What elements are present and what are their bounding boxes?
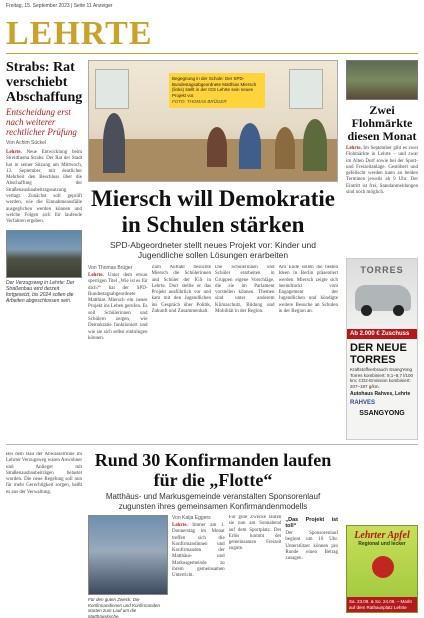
main-article-column: Am Ende sollen die besten Ideen in Berlin präsentiert werden. Miersch zeigte sich beeindruckt vom Engagement der Jugendlichen und kündigte weitere Besuche an Schulen in der Region an. [278,265,338,315]
second-article-place: Lehrte. [172,523,188,528]
left-article-continued [6,452,82,612]
apple-market-advertisement[interactable] [346,525,418,613]
left-article-deck: Entscheidung erst nach weiterer rechtlicher Prüfung [6,107,77,137]
right-article-body [346,146,418,196]
person-student [303,119,327,171]
left-article-place: Lehrte. [6,150,22,155]
street-photo [6,230,82,278]
photo-credit: FOTO: THOMAS BRÜGER [172,99,227,104]
window-left [95,69,129,109]
runners-photo [88,515,168,595]
main-article-column: Zum Auftakt besuchte Miersch die Schülerinnen und Schüler der IGS in Lehrte. Dort stellte er das Projekt ausführlich vor und kam mit den Jugendlichen ins Gespräch über Politik, Zukunft und Zusammenhalt. [151,265,211,315]
right-article-place: Lehrte. [346,146,362,151]
person-student [239,123,261,169]
car-ad-visual [347,259,417,329]
dateline: Freitag, 15. September 2023 | Seite 11 Anzeiger [6,3,113,9]
left-bottom-text: Bei dem Bau der Abwasserrinne im Lehrter Verzugsweg waren Anwohner und Anlieger mit Straßenausbaubeiträgen belastet worden. Die neue Regelung soll nun für mehr Gerechtigkeit sorgen, heißt es aus der Verwaltung. [6,452,82,495]
section-title: LEHRTE [6,15,153,52]
person-student [207,127,227,167]
person-student [275,127,295,169]
main-article-text: Unter dem etwas sperrigen Titel „Wie ist es für dich?“ hat der SPD-Bundestagsabgeordnete Matthias Miersch ein neues Projekt ins Leben gerufen. Es soll Schülerinnen und Schülern zeigen, wie Demokratie funktioniert und wie sie sich selbst einbringen können. [88,273,148,341]
person-speaker [103,113,125,173]
brand-logo: SSANGYONG [359,410,405,417]
section-masthead [6,14,418,54]
second-article-column [172,515,225,610]
apple-ad-title: Lehrter Apfel [354,530,410,541]
runners-photo-caption: Für den guten Zweck: Die Konfirmandinnen und Konfirmanden starten zum Lauf um die Matthäuskirche. [88,597,161,618]
second-article-subhead: „Das Projekt ist toll“ [285,517,338,529]
car-advertisement[interactable] [346,258,418,440]
car-ad-brand: TORRES [360,265,404,275]
flea-market-photo [346,60,418,100]
right-article-title: Zwei Flohmärkte diesen Monat [347,103,417,143]
main-article-author: Von Thomas Brüger [88,265,133,271]
apple-ad-info: Sa. 23.09. & So. 24.09. – Markt auf dem Rathausplatz Lehrte [347,597,418,612]
car-ad-headline: DER NEUE TORRES [350,342,407,366]
wheel-icon [361,305,372,316]
car-ad-price: Ab 2.000 € Zuschuss [347,329,417,339]
apple-ad-subtitle: Regional und lecker [358,541,406,547]
car-ad-text: Kraftstoffverbrauch SsangYong Torres kombiniert: 9,1–8,7 l/100 km; CO2-Emission kombiniert: 207–197 g/km. [350,367,414,389]
second-headline: Rund 30 Konfirmanden laufen für die „Flotte“ [94,450,332,490]
right-article-text: Im September gibt es zwei Flohmärkte in Lehrte – und zwar im Alten Dorf sowie bei der Sport- und Freizeitanlage. Gestöbert und gefeilscht werden kann an beiden Terminen jeweils ab 9 Uhr. Der Eintritt ist frei, Standanmeldungen sind noch möglich. [346,146,418,196]
main-article-body [88,265,338,423]
second-article-text: Immer am 1. Donnerstag im Monat treffen sich die Konfirmandinnen und Konfirmanden der Matthäus- und Markusgemeinde zu ihrem gemeinsamen Unterricht. [172,523,225,579]
main-headline: Miersch will Demokratie in Schulen stärken [91,186,335,237]
photo-caption-box [169,73,265,108]
left-article [6,60,82,450]
classroom-photo [88,60,338,182]
main-subhead: SPD-Abgeordneter stellt neues Projekt vor: Kinder und Jugendliche sollen Lösungen erarbeiten [109,240,316,260]
second-article-body [172,515,338,610]
dealer-logo: RAHVES [350,400,376,406]
car-ad-dealer: Autohaus Rahves, Lehrte [350,391,411,397]
section-divider [6,444,418,445]
second-article-text: Der Sponsorenlauf beginnt um 10 Uhr. Unterstützer können pro Runde einen Betrag zusagen. [285,531,338,562]
wheel-icon [393,305,404,316]
second-article-column [285,515,338,610]
left-article-author: Von Achim Sückel [6,140,47,146]
street-photo-caption: Der Verzugsweg in Lehrte: Der Straßenbau wird derzeit fortgesetzt, bis 2024 sollen die Arbeiten abgeschlossen sein. [6,279,75,304]
left-article-body [6,150,82,226]
second-article-column: Für gute Zwecke laufen sie nun am Sonnabend auf dem Sportplatz. Der Erlös kommt der gemeinsamen Freizeit zugute. [228,515,282,552]
second-article-author: Von Katja Eggers [172,515,211,521]
apple-icon [372,556,394,578]
second-subhead: Matthäus- und Markusgemeinde veranstalten Sponsorenlauf zugunsten ihres gemeinsamen Konfirmandenmodells [105,492,321,511]
photo-caption-text: Begegnung in der Schule: Der SPD-Bundestagsabgeordnete Matthias Miersch (links) stellt in der IGS Lehrte sein neues Projekt vor. [172,76,257,98]
main-article-column: Die Schülerinnen und Schüler erarbeiten in Gruppen eigene Vorschläge, die sie im Parlament vorstellen können. Themen sind unter anderem Klimaschutz, Bildung und Mobilität in der Region. [215,265,275,315]
main-article-place: Lehrte. [88,273,104,278]
left-article-text: Neue Entwicklung beim Streitthema Strabs: Der Rat der Stadt hat in seiner Sitzung am Mittwoch, 13. September, mit deutlicher Mehrheit den Beschluss über die Abschaffung der Straßenausbaubeitragssatzung vertagt. Zunächst soll geprüft werden, wie die Einnahmeausfälle ausgeglichen werden können und welche Folgen sich für laufende Verfahren ergeben. [6,150,82,225]
main-article-column [88,265,148,423]
left-article-title: Strabs: Rat verschiebt Abschaffung [6,60,82,105]
window-right [289,69,323,109]
